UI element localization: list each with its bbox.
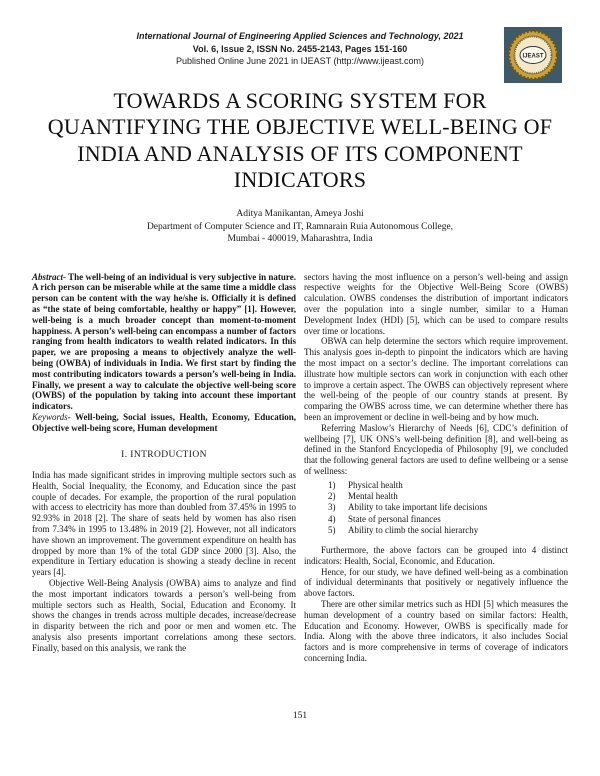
title-line: TOWARDS A SCORING SYSTEM FOR	[113, 87, 487, 113]
affiliation-line-2: Mumbai - 400019, Maharashtra, India	[227, 234, 373, 245]
title-line: INDIA AND ANALYSIS OF ITS COMPONENT	[77, 140, 523, 166]
body-columns	[32, 272, 568, 664]
keywords-paragraph	[32, 412, 296, 434]
logo-text: IJEAST	[522, 53, 544, 60]
right-paragraph-5: Hence, for our study, we have defined well-being as a combination of individual determinants that positively or negatively influence the above factors.	[304, 566, 568, 599]
left-column	[32, 272, 296, 664]
abstract-label: Abstract-	[32, 271, 67, 282]
list-item-text: Physical health	[348, 479, 403, 490]
affiliation-line-1: Department of Computer Science and IT, Ramnarain Ruia Autonomous College,	[146, 221, 454, 232]
section-heading-introduction: I. INTRODUCTION	[121, 449, 207, 460]
list-item	[328, 480, 568, 491]
journal-header	[32, 30, 568, 68]
list-item-number: 3)	[328, 502, 336, 513]
ijeast-logo	[504, 27, 562, 83]
list-item	[328, 514, 568, 525]
keywords-label: Keywords-	[32, 412, 71, 423]
list-item-number: 4)	[328, 513, 336, 524]
journal-issue-info: Vol. 6, Issue 2, ISSN No. 2455-2143, Pages 151-160	[192, 43, 408, 54]
right-paragraph-1: sectors having the most influence on a person’s well-being and assign respective weights for the Objective Well-Being Score (OWBS) calculation. OWBS condenses the distribution of important indicators over the population into a single number, similar to a Human Development Index (HDI) [5], which can be used to compare results over time or locations.	[304, 271, 568, 336]
abstract-text: The well-being of an individual is very subjective in nature. A rich person can be miserable while at the same time a middle class person can be content with the way he/she is. Officially it is defined as “the state of being comfortable, healthy or happy” [1]. However, well-being is a much broader concept than moment-to-moment happiness. A person’s well-being can encompass a number of factors ranging from health indicators to wealth related indicators. In this paper, we are proposing a means to objectively analyze the well-being (OWBA) of individuals in India. We first start by finding the most contributing indicators towards a person’s well-being in India. Finally, we present a way to calculate the objective well-being score (OWBS) of the population by taking into account these important indicators.	[32, 271, 296, 412]
introduction-paragraph-2: Objective Well-Being Analysis (OWBA) aims to analyze and find the most important indicators towards a person’s well-being from multiple sectors such as Health, Social, Education and Economy. It shows the changes in trends across multiple decades, increase/decrease in disparity between the rich and poor or men and women etc. The analysis also presents important correlations among these sectors. Finally, based on this analysis, we rank the	[32, 577, 296, 653]
byline	[32, 208, 568, 246]
right-column	[304, 272, 568, 664]
right-paragraph-6: There are other similar metrics such as HDI [5] which measures the human development of a country based on similar factors: Health, Education and Economy. However, OWBS is specifically made for India. Along with the above three indicators, it also includes Social factors and is more comprehensive in terms of coverage of indicators concerning India.	[304, 599, 568, 664]
title-line: INDICATORS	[233, 166, 367, 192]
title-line: QUANTIFYING THE OBJECTIVE WELL-BEING OF	[47, 114, 553, 140]
journal-publish-info: Published Online June 2021 in IJEAST (http://www.ijeast.com)	[176, 56, 424, 67]
wellness-factor-list	[304, 480, 568, 536]
right-paragraph-4: Furthermore, the above factors can be grouped into 4 distinct indicators: Health, Social, Economic, and Education.	[304, 545, 568, 566]
list-item	[328, 491, 568, 502]
list-item-number: 1)	[328, 479, 336, 490]
list-item-text: Ability to take important life decisions	[348, 502, 488, 513]
authors: Aditya Manikantan, Ameya Joshi	[236, 209, 364, 220]
keywords-text: Well-being, Social issues, Health, Economy, Education, Objective well-being score, Human development	[32, 412, 296, 433]
list-item-number: 5)	[328, 524, 336, 535]
page-number: 151	[292, 711, 308, 721]
list-item-text: Mental health	[348, 491, 398, 502]
list-item-text: Ability to climb the social hierarchy	[348, 524, 479, 535]
right-paragraph-3: Referring Maslow’s Hierarchy of Needs [6], CDC’s definition of wellbeing [7], UK ONS’s well-being definition [8], and well-being as defined in the Stanford Encyclopedia of Philosophy [9], we concluded that the following general factors are used to define wellbeing or a sense of wellness:	[304, 422, 568, 477]
introduction-paragraph-1: India has made significant strides in improving multiple sectors such as Health, Social Inequality, the Economy, and Education since the past couple of decades. For example, the proportion of the rural population with access to electricity has more than doubled from 37.45% in 1995 to 92.93% in 2018 [2]. The share of seats held by women has also risen from 7.34% in 1995 to 13.48% in 2019 [2]. However, not all indicators have shown an improvement. The government expenditure on health has dropped by more than 1% of the total GDP since 2000 [3]. Also, the expenditure in Tertiary education is showing a steady decline in recent years [4].	[32, 470, 296, 578]
paper-title	[32, 88, 568, 194]
abstract-paragraph	[32, 272, 296, 412]
list-item-number: 2)	[328, 491, 336, 502]
list-item	[328, 525, 568, 536]
list-item	[328, 502, 568, 513]
ijeast-seal-icon	[504, 27, 562, 83]
right-paragraph-2: OBWA can help determine the sectors which require improvement. This analysis goes in-depth to pinpoint the indicators which are having the most impact on a sector’s decline. The important correlations can illustrate how multiple sectors can work in conjunction with each other to improve a certain aspect. The OWBS can objectively represent where the well-being of the people of our country stands at present. By comparing the OWBS across time, we can determine whether there has been an improvement or decline in well-being and by how much.	[304, 336, 568, 423]
journal-name: International Journal of Engineering Applied Sciences and Technology, 2021	[136, 31, 464, 41]
list-item-text: State of personal finances	[348, 513, 441, 524]
